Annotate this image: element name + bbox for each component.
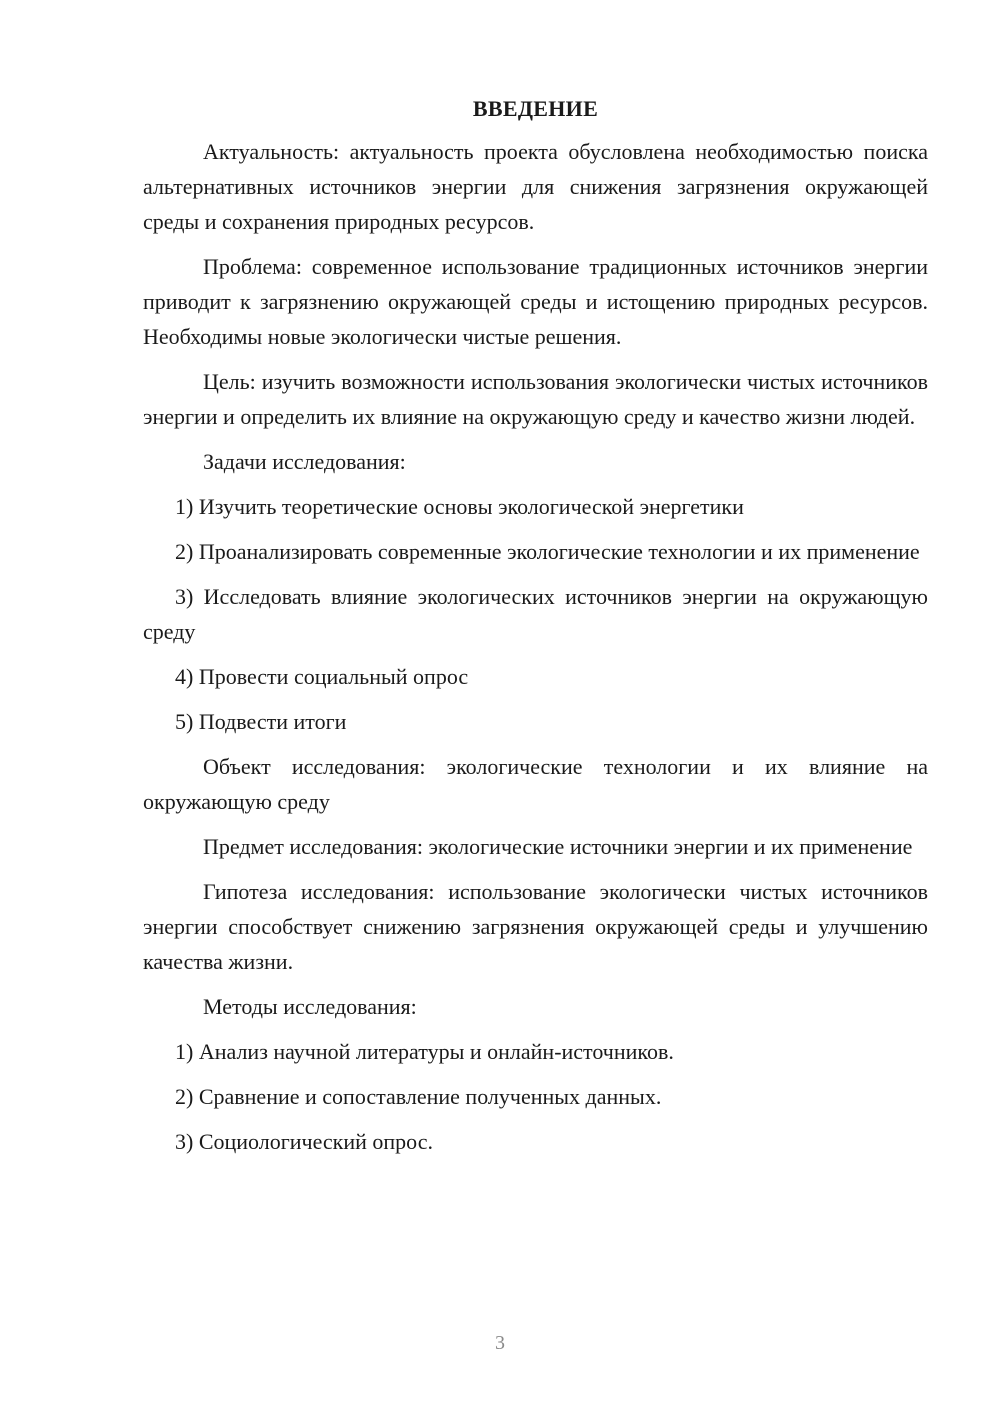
method-item: 3) Социологический опрос. [175,1129,433,1154]
tasks-heading: Задачи исследования: [203,449,406,474]
method-item: 1) Анализ научной литературы и онлайн-источников. [175,1039,674,1064]
section-title: ВВЕДЕНИЕ [472,96,599,121]
method-item: 2) Сравнение и сопоставление полученных данных. [175,1084,662,1109]
task-item: 1) Изучить теоретические основы экологической энергетики [175,494,744,519]
paragraph-goal: Цель: изучить возможности использования экологически чистых источников энергии и определить их влияние на окружающую среду и качество жизни людей. [143,369,928,429]
task-item: 3) Исследовать влияние экологических источников энергии на окружающую среду [143,584,928,644]
paragraph-relevance: Актуальность: актуальность проекта обусловлена необходимостью поиска альтернативных источников энергии для снижения загрязнения окружающей среды и сохранения природных ресурсов. [143,139,928,234]
methods-heading: Методы исследования: [203,994,417,1019]
paragraph-subject: Предмет исследования: экологические источники энергии и их применение [203,834,913,859]
page-content [143,94,928,1169]
paragraph-object: Объект исследования: экологические технологии и их влияние на окружающую среду [143,754,928,814]
paragraph-hypothesis: Гипотеза исследования: использование экологически чистых источников энергии способствует снижению загрязнения окружающей среды и улучшению качества жизни. [143,879,928,974]
paragraph-problem: Проблема: современное использование традиционных источников энергии приводит к загрязнению окружающей среды и истощению природных ресурсов. Необходимы новые экологически чистые решения. [143,254,928,349]
page-number: 3 [495,1332,505,1354]
task-item: 2) Проанализировать современные экологические технологии и их применение [175,539,920,564]
task-item: 5) Подвести итоги [175,709,347,734]
task-item: 4) Провести социальный опрос [175,664,469,689]
